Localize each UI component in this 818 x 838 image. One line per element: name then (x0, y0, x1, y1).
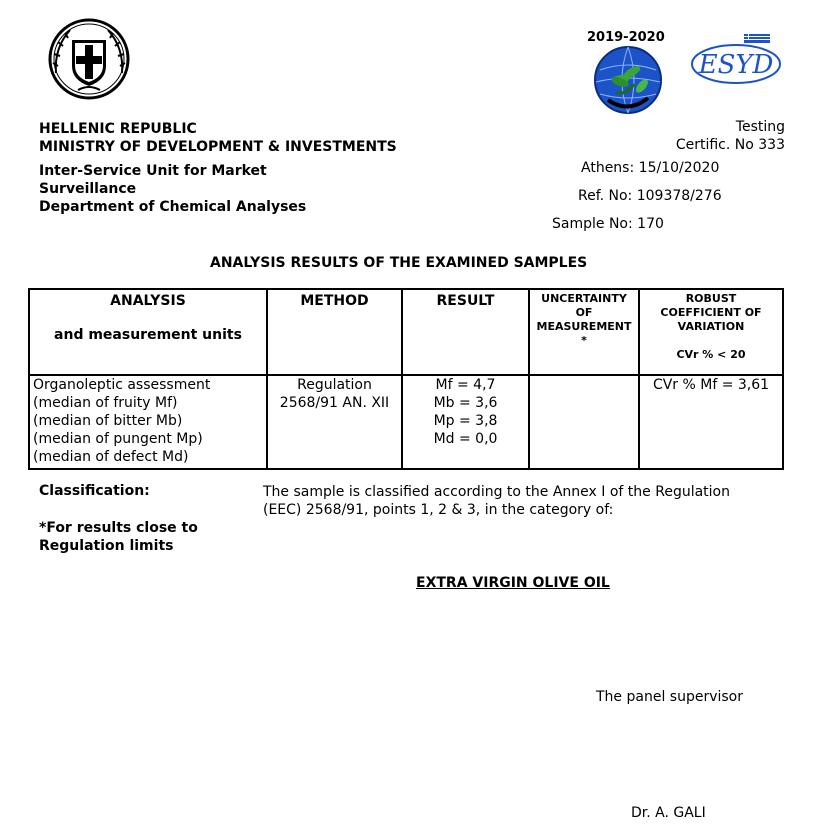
org-line-2: MINISTRY OF DEVELOPMENT & INVESTMENTS (39, 139, 397, 155)
dept-line-1: Inter-Service Unit for Market (39, 163, 267, 179)
category: EXTRA VIRGIN OLIVE OIL (416, 575, 610, 591)
year-badge: 2019-2020 (587, 30, 665, 45)
header-result: RESULT (402, 289, 529, 375)
header-analysis: ANALYSIS and measurement units (29, 289, 267, 375)
classification-label: Classification: (39, 483, 150, 499)
header-robust: ROBUST COEFFICIENT OF VARIATION CVr % < 20 (639, 289, 783, 375)
table-header-row (29, 289, 783, 375)
greek-state-emblem-icon (48, 18, 130, 100)
cell-method: Regulation 2568/91 AN. XII (267, 375, 402, 469)
sample-number: 170 (637, 216, 664, 232)
dept-line-2: Surveillance (39, 181, 137, 197)
table-row (29, 375, 783, 469)
ref-label: Ref. No: (578, 188, 633, 204)
supervisor-name: Dr. A. GALI (631, 805, 706, 821)
sample-label: Sample No: (552, 216, 633, 232)
dept-line-3: Department of Chemical Analyses (39, 199, 307, 215)
org-line-1: HELLENIC REPUBLIC (39, 121, 197, 137)
esyd-logo-text: ESYD (698, 50, 774, 80)
athens-date: 15/10/2020 (638, 160, 720, 176)
note: *For results close to Regulation limits (39, 520, 198, 554)
header-method: METHOD (267, 289, 402, 375)
classification-text: The sample is classified according to the Annex I of the Regulation (EEC) 2568/91, points 1, 2 & 3, in the category of: (263, 484, 730, 518)
athens-label: Athens: (581, 160, 635, 176)
ref-number: 109378/276 (636, 188, 722, 204)
certific-label: Certific. No 333 (675, 137, 785, 153)
results-table (28, 288, 784, 470)
supervisor-label: The panel supervisor (596, 689, 743, 705)
cell-analysis: Organoleptic assessment (median of fruity Mf) (median of bitter Mb) (median of pungent Mp) (median of defect Md) (29, 375, 267, 469)
document-title: ANALYSIS RESULTS OF THE EXAMINED SAMPLES (210, 255, 588, 271)
cell-robust: CVr % Mf = 3,61 (639, 375, 783, 469)
cell-result: Mf = 4,7 Mb = 3,6 Mp = 3,8 Md = 0,0 (402, 375, 529, 469)
esyd-accreditation-logo-icon (690, 34, 782, 86)
header-uncertainty: UNCERTAINTY OF MEASUREMENT * (529, 289, 639, 375)
cell-uncertainty (529, 375, 639, 469)
testing-label: Testing (735, 119, 785, 135)
